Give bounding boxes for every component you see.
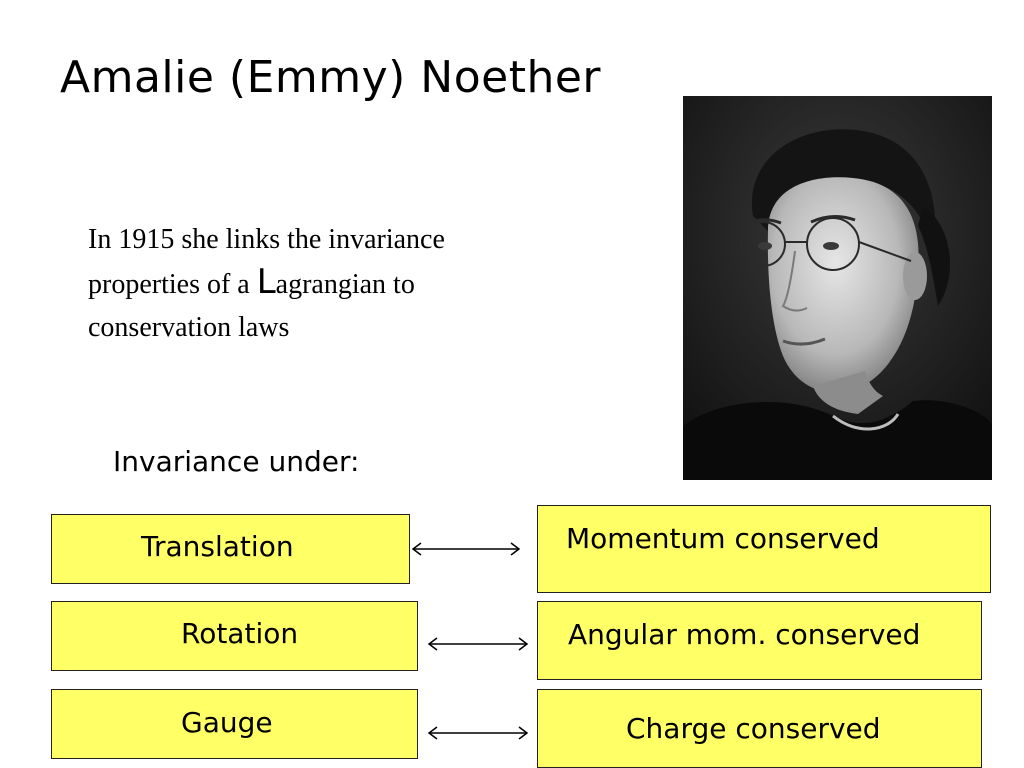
conservation-label: Charge conserved <box>626 712 881 745</box>
double-headed-arrow-icon <box>410 541 522 557</box>
invariance-box-rotation <box>51 601 418 671</box>
invariance-label: Gauge <box>181 706 273 739</box>
portrait-photo <box>683 96 992 480</box>
double-headed-arrow-icon <box>426 725 530 741</box>
conservation-box-angular-momentum <box>537 601 982 680</box>
slide-title: Amalie (Emmy) Noether <box>60 52 602 103</box>
conservation-box-charge <box>537 689 982 768</box>
invariance-label: Rotation <box>181 617 299 650</box>
invariance-box-translation <box>51 514 410 584</box>
invariance-label: Translation <box>141 530 294 563</box>
intro-big-letter: L <box>256 262 276 302</box>
double-headed-arrow-icon <box>426 636 530 652</box>
invariance-box-gauge <box>51 689 418 759</box>
conservation-label: Angular mom. conserved <box>568 618 921 651</box>
portrait-illustration <box>683 96 992 480</box>
intro-line-3: conservation laws <box>88 312 290 343</box>
intro-line-2-start: properties of a <box>88 269 257 300</box>
section-label: Invariance under: <box>113 445 360 478</box>
intro-line-1: In 1915 she links the invariance <box>88 224 445 255</box>
intro-line-2-end: agrangian to <box>275 269 415 300</box>
intro-line-2 <box>88 261 548 306</box>
intro-paragraph <box>88 218 548 349</box>
conservation-label: Momentum conserved <box>566 522 880 555</box>
conservation-box-momentum <box>537 505 991 593</box>
